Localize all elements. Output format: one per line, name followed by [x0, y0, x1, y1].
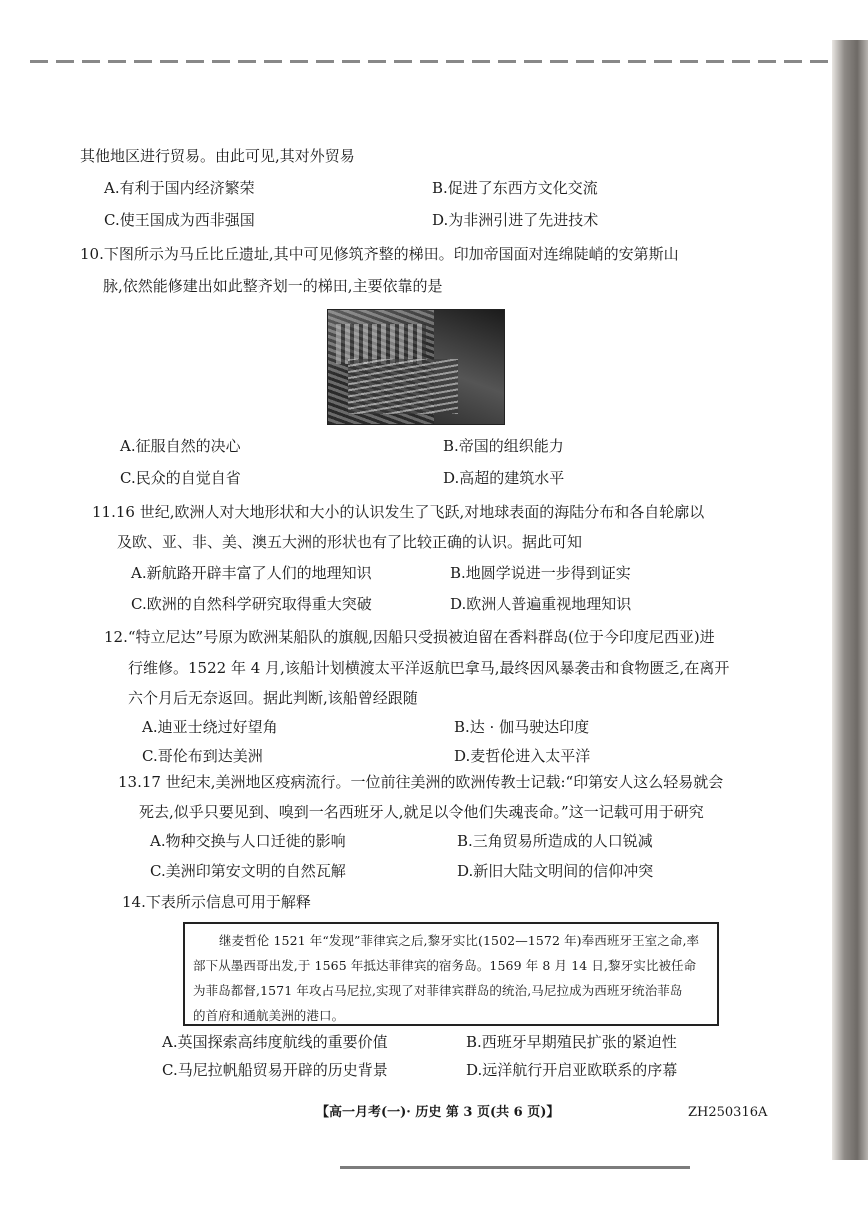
q11-stem-line1: 11.16 世纪,欧洲人对大地形状和大小的认识发生了飞跃,对地球表面的海陆分布和各自轮廓以	[92, 503, 705, 521]
q11-option-b[interactable]: B.地圆学说进一步得到证实	[450, 564, 631, 582]
q10-stem-line1: 10.下图所示为马丘比丘遗址,其中可见修筑齐整的梯田。印加帝国面对连绵陡峭的安第斯山	[80, 245, 679, 263]
q14-option-d[interactable]: D.远洋航行开启亚欧联系的序幕	[466, 1061, 678, 1079]
q14-source-box	[183, 922, 719, 1026]
q10-option-c[interactable]: C.民众的自觉自省	[120, 469, 241, 487]
scan-edge-right	[832, 40, 868, 1160]
q11-option-c[interactable]: C.欧洲的自然科学研究取得重大突破	[131, 595, 372, 613]
page-footer-label: 【高一月考(一)· 历史 第 3 页(共 6 页)】	[316, 1105, 560, 1120]
photo-ruins	[336, 324, 426, 364]
q10-stem-line2: 脉,依然能修建出如此整齐划一的梯田,主要依靠的是	[103, 277, 443, 295]
q10-option-a[interactable]: A.征服自然的决心	[120, 437, 241, 455]
q9-stem-tail: 其他地区进行贸易。由此可见,其对外贸易	[80, 147, 355, 165]
q14-box-line3: 为菲岛都督,1571 年攻占马尼拉,实现了对菲律宾群岛的统治,马尼拉成为西班牙统治菲岛	[193, 983, 683, 998]
q14-box-line4: 的首府和通航美洲的港口。	[193, 1008, 345, 1023]
q13-option-a[interactable]: A.物种交换与人口迁徙的影响	[150, 832, 346, 850]
photo-terraces	[348, 359, 458, 414]
q9-option-d[interactable]: D.为非洲引进了先进技术	[432, 211, 599, 229]
scan-edge-top	[30, 60, 830, 63]
q14-option-c[interactable]: C.马尼拉帆船贸易开辟的历史背景	[162, 1061, 388, 1079]
q10-option-d[interactable]: D.高超的建筑水平	[443, 469, 565, 487]
q13-option-c[interactable]: C.美洲印第安文明的自然瓦解	[150, 862, 346, 880]
q11-option-d[interactable]: D.欧洲人普遍重视地理知识	[450, 595, 632, 613]
q10-option-b[interactable]: B.帝国的组织能力	[443, 437, 564, 455]
q12-stem-line2: 行维修。1522 年 4 月,该船计划横渡太平洋返航巴拿马,最终因风暴袭击和食物匮乏,在离开	[128, 659, 730, 677]
q14-option-a[interactable]: A.英国探索高纬度航线的重要价值	[162, 1033, 388, 1051]
q14-box-line1: 继麦哲伦 1521 年“发现”菲律宾之后,黎牙实比(1502—1572 年)奉西班牙王室之命,率	[219, 933, 700, 948]
q11-stem-line2: 及欧、亚、非、美、澳五大洲的形状也有了比较正确的认识。据此可知	[117, 533, 583, 551]
q12-stem-line3: 六个月后无奈返回。据此判断,该船曾经跟随	[128, 689, 418, 707]
q12-option-b[interactable]: B.达 · 伽马驶达印度	[454, 718, 590, 736]
q14-box-line2: 部下从墨西哥出发,于 1565 年抵达菲律宾的宿务岛。1569 年 8 月 14 日,黎牙实比被任命	[193, 958, 697, 973]
paper-code: ZH250316A	[688, 1105, 768, 1120]
q13-option-d[interactable]: D.新旧大陆文明间的信仰冲突	[457, 862, 654, 880]
q12-option-c[interactable]: C.哥伦布到达美洲	[142, 747, 263, 765]
q9-option-b[interactable]: B.促进了东西方文化交流	[432, 179, 598, 197]
q9-option-a[interactable]: A.有利于国内经济繁荣	[104, 179, 255, 197]
q9-option-c[interactable]: C.使王国成为西非强国	[104, 211, 255, 229]
scan-edge-bottom	[340, 1166, 690, 1169]
machu-picchu-photo	[327, 309, 505, 425]
q13-option-b[interactable]: B.三角贸易所造成的人口锐减	[457, 832, 653, 850]
q12-stem-line1: 12.“特立尼达”号原为欧洲某船队的旗舰,因船只受损被迫留在香料群岛(位于今印度尼西亚)进	[104, 628, 715, 646]
q14-option-b[interactable]: B.西班牙早期殖民扩张的紧迫性	[466, 1033, 677, 1051]
q11-option-a[interactable]: A.新航路开辟丰富了人们的地理知识	[131, 564, 372, 582]
q13-stem-line2: 死去,似乎只要见到、嗅到一名西班牙人,就足以令他们失魂丧命。”这一记载可用于研究	[139, 803, 704, 821]
q12-option-d[interactable]: D.麦哲伦进入太平洋	[454, 747, 591, 765]
q14-stem: 14.下表所示信息可用于解释	[122, 893, 311, 911]
q13-stem-line1: 13.17 世纪末,美洲地区疫病流行。一位前往美洲的欧洲传教士记载:“印第安人这么轻易就会	[118, 773, 724, 791]
q12-option-a[interactable]: A.迪亚士绕过好望角	[142, 718, 278, 736]
